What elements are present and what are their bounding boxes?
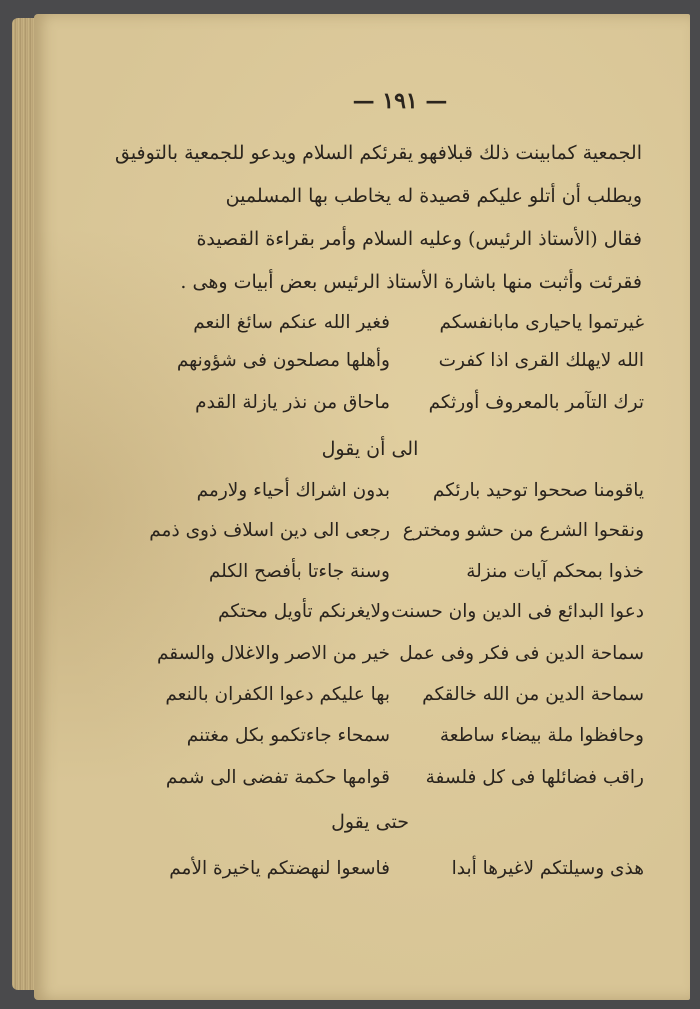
verse-second-hemistich: ولايغرنكم تأويل محتكم [217, 601, 390, 622]
verse-second-hemistich: رجعى الى دين اسلاف ذوى ذمم [149, 520, 390, 541]
verse-second-hemistich: ماحاق من نذر يازلة القدم [195, 392, 390, 413]
verse-first-hemistich: ونقحوا الشرع من حشو ومخترع [402, 520, 644, 541]
verse-first-hemistich: راقب فضائلها فى كل فلسفة [425, 767, 644, 788]
prose-line-4: فقرئت وأثبت منها باشارة الأستاذ الرئيس بعض أبيات وهى . [180, 271, 642, 293]
verse-second-hemistich: فاسعوا لنهضتكم ياخيرة الأمم [169, 858, 390, 879]
verse-second-hemistich: قوامها حكمة تفضى الى شمم [165, 767, 390, 788]
section-heading-2: حتى يقول [331, 811, 409, 833]
verse-first-hemistich: وحافظوا ملة بيضاء ساطعة [439, 725, 644, 746]
verse-second-hemistich: بها عليكم دعوا الكفران بالنعم [165, 684, 390, 705]
verse-first-hemistich: الله لايهلك القرى اذا كفرت [438, 350, 644, 371]
verse-second-hemistich: سمحاء جاءتكمو بكل مغتنم [186, 725, 390, 746]
verse-first-hemistich: خذوا بمحكم آيات منزلة [466, 561, 644, 582]
prose-line-3: فقال (الأستاذ الرئيس) وعليه السلام وأمر بقراءة القصيدة [196, 228, 642, 250]
verse-second-hemistich: وسنة جاءتا بأفصح الكلم [208, 561, 390, 582]
verse-second-hemistich: بدون اشراك أحياء ولارمم [196, 480, 390, 501]
verse-second-hemistich: خير من الاصر والاغلال والسقم [156, 643, 390, 664]
page-number: — ١٩١ — [352, 88, 448, 114]
verse-first-hemistich: غيرتموا ياحيارى مابانفسكم [439, 312, 644, 333]
verse-first-hemistich: سماحة الدين من الله خالقكم [422, 684, 644, 705]
section-heading-1: الى أن يقول [321, 438, 419, 460]
prose-line-2: ويطلب أن أتلو عليكم قصيدة له يخاطب بها المسلمين [225, 185, 642, 207]
verse-first-hemistich: هذى وسيلتكم لاغيرها أبدا [451, 858, 644, 879]
verse-second-hemistich: وأهلها مصلحون فى شؤونهم [176, 350, 390, 371]
verse-first-hemistich: سماحة الدين فى فكر وفى عمل [399, 643, 644, 664]
verse-first-hemistich: ترك التآمر بالمعروف أورثكم [428, 392, 644, 413]
prose-line-1: الجمعية كمابينت ذلك قبلافهو يقرئكم السلام ويدعو للجمعية بالتوفيق [114, 142, 642, 164]
verse-first-hemistich: دعوا البدائع فى الدين وان حسنت [391, 601, 644, 622]
verse-first-hemistich: ياقومنا صححوا توحيد بارئكم [432, 480, 644, 501]
verse-second-hemistich: فغير الله عنكم سائغ النعم [193, 312, 390, 333]
